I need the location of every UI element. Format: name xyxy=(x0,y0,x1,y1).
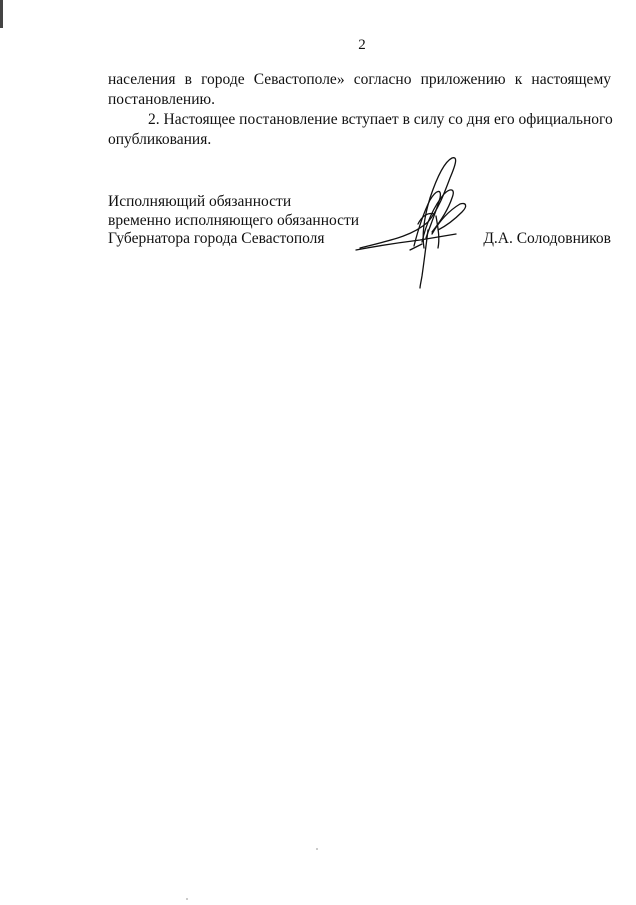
signatory-title-line-3: Губернатора города Севастополя xyxy=(108,230,325,247)
handwritten-signature xyxy=(352,150,474,292)
paragraph-2-line-1: 2. Настоящее постановление вступает в силу со дня его официального xyxy=(148,111,613,128)
paragraph-1 xyxy=(108,70,611,110)
signatory-title-block xyxy=(108,193,359,249)
signatory-title-line-2: временно исполняющего обязанности xyxy=(108,211,360,229)
paragraph-1-line-1: населения в городе Севастополе» согласно приложению к настоящему xyxy=(108,71,611,88)
paragraph-2-line-2: опубликования. xyxy=(108,131,212,148)
scan-speck xyxy=(316,848,318,850)
paragraph-1-line-2: постановлению. xyxy=(108,91,215,108)
paragraph-2 xyxy=(108,110,611,150)
scan-speck xyxy=(186,898,188,900)
scan-edge-mark xyxy=(0,0,3,28)
page-number: 2 xyxy=(358,37,366,53)
signer-name: Д.А. Солодовников xyxy=(483,230,611,247)
signatory-title-line-1: Исполняющий обязанности xyxy=(108,193,292,210)
